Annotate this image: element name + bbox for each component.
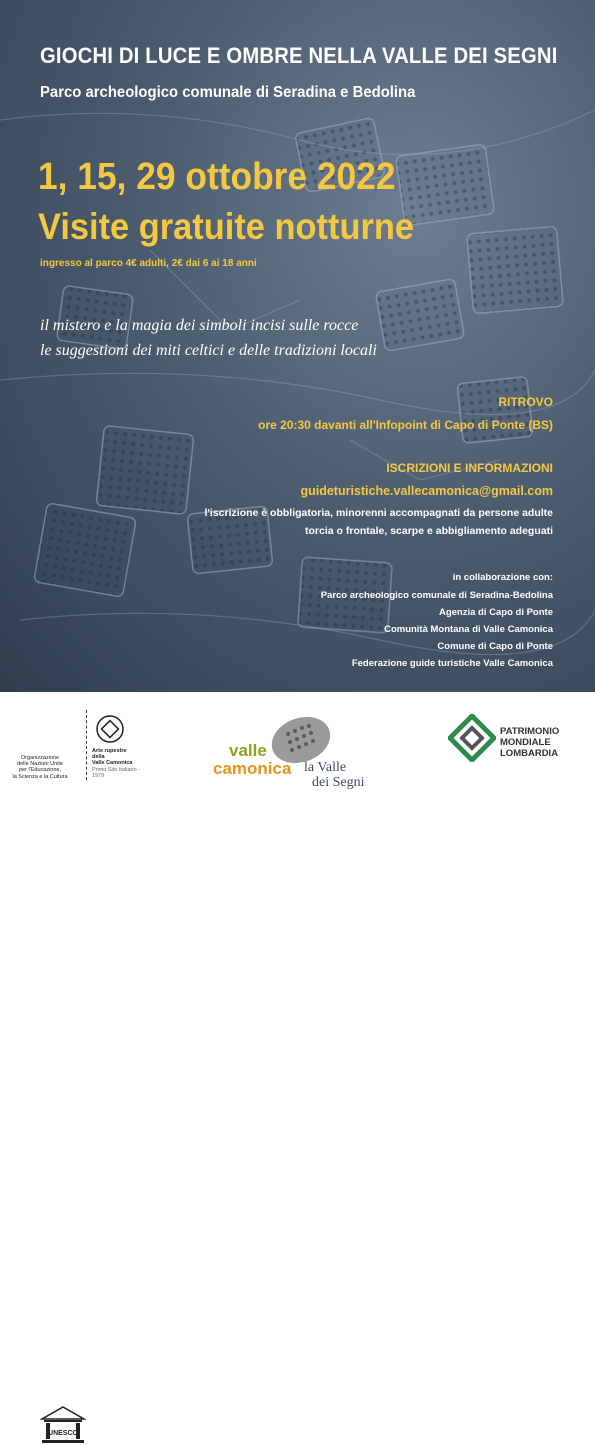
unesco-text: Organizzazione delle Nazioni Unite per l'Educazione, la Scienza e la Cultura xyxy=(12,755,68,780)
unesco-emblem-icon xyxy=(40,1405,86,1445)
world-heritage-icon xyxy=(95,714,125,744)
event-subtitle: Parco archeologico comunale di Seradina e Bedolina xyxy=(40,84,416,101)
partner-item: Comune di Capo di Ponte xyxy=(437,641,553,652)
tagline-line-2: le suggestioni dei miti celtici e delle tradizioni locali xyxy=(40,342,377,359)
meeting-label: RITROVO xyxy=(498,395,553,409)
equipment-note: torcia o frontale, scarpe e abbigliamento adeguati xyxy=(305,525,553,537)
segni-tagline: dei Segni xyxy=(312,775,365,790)
arte-rupestre-text: Arte rupestre della Valle Camonica Primo Sito Italiano - 1979 xyxy=(92,748,140,779)
logo-footer xyxy=(0,692,595,1437)
partner-item: Parco archeologico comunale di Seradina-Bedolina xyxy=(320,590,553,601)
info-label: ISCRIZIONI E INFORMAZIONI xyxy=(386,461,553,475)
unesco-emblem-text: UNESCO xyxy=(48,1430,78,1437)
partner-item: Agenzia di Capo di Ponte xyxy=(438,607,553,618)
poster-panel xyxy=(0,0,595,692)
partner-item: Comunità Montana di Valle Camonica xyxy=(384,624,553,635)
valle-word: valle xyxy=(229,741,267,760)
registration-note: l'iscrizione è obbligatoria, minorenni accompagnati da persone adulte xyxy=(204,507,553,519)
price-info: ingresso al parco 4€ adulti, 2€ dai 6 ai 18 anni xyxy=(40,258,257,269)
collaboration-label: in collaborazione con: xyxy=(452,572,553,583)
contact-email[interactable]: guideturistiche.vallecamonica@gmail.com xyxy=(300,484,553,498)
patrimonio-text: PATRIMONIO MONDIALE LOMBARDIA xyxy=(500,726,560,759)
meeting-text: ore 20:30 davanti all'Infopoint di Capo di Ponte (BS) xyxy=(258,418,553,432)
partner-item: Federazione guide turistiche Valle Camonica xyxy=(351,658,553,669)
event-dates: 1, 15, 29 ottobre 2022 xyxy=(38,156,396,198)
logo-divider xyxy=(86,710,87,780)
patrimonio-emblem-icon xyxy=(448,714,496,762)
event-headline: Visite gratuite notturne xyxy=(38,206,415,247)
valle-tagline: la Valle xyxy=(304,760,347,775)
event-title: GIOCHI DI LUCE E OMBRE NELLA VALLE DEI SEGNI xyxy=(40,43,558,68)
tagline-line-1: il mistero e la magia dei simboli incisi sulle rocce xyxy=(40,317,359,334)
camonica-word: camonica xyxy=(213,759,292,778)
